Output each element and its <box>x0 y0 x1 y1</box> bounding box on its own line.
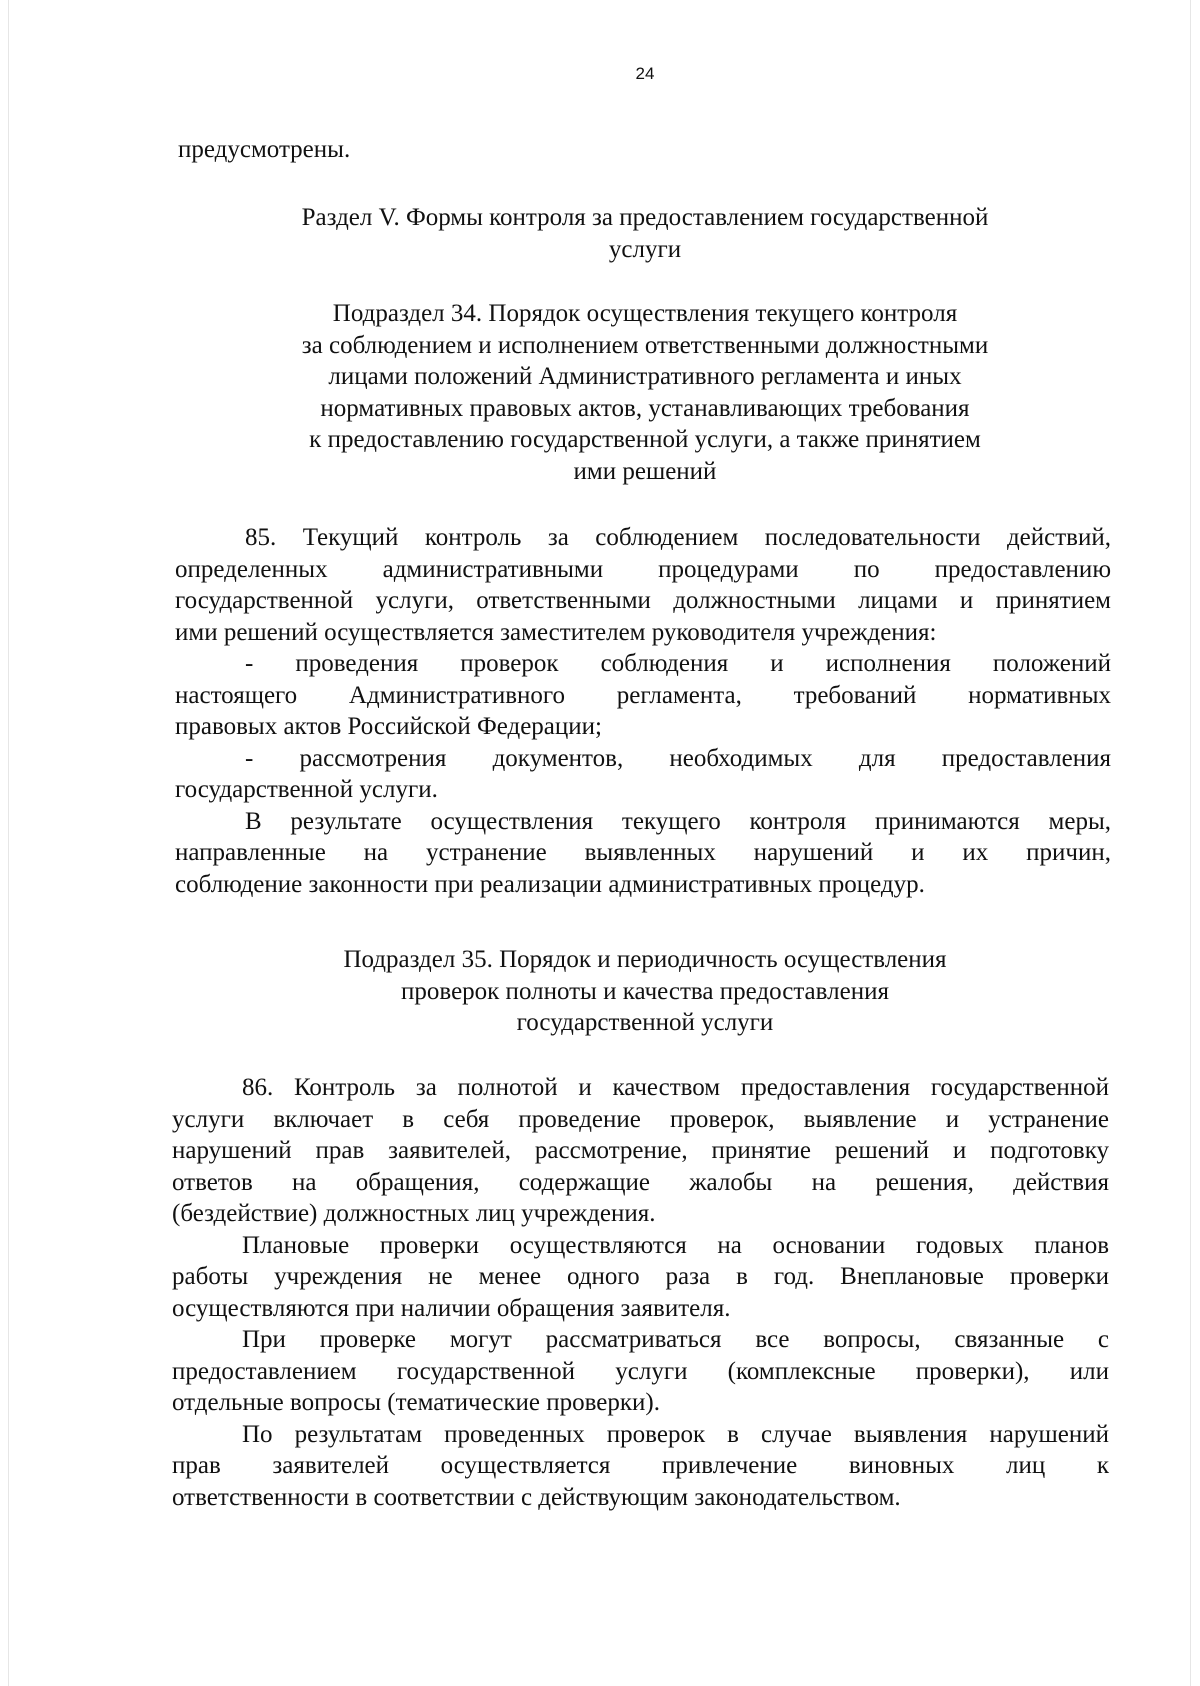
subsection-34-title-line: ими решений <box>573 457 717 485</box>
section-title-line: Раздел V. Формы контроля за предоставлением государственной <box>301 204 989 231</box>
subsection-35-title-line: проверок полноты и качества предоставления <box>401 977 889 1005</box>
paragraph-85 <box>175 522 1111 900</box>
subsection-34-title <box>160 298 1130 487</box>
section-title-line: услуги <box>608 235 682 263</box>
intro-line <box>178 134 350 166</box>
paragraph-results-line: прав заявителей осуществляется привлечение виновных лиц к <box>172 1452 1109 1479</box>
subsection-35-title-line: государственной услуги <box>516 1009 774 1036</box>
paragraph-85-line: 85. Текущий контроль за соблюдением последовательности действий, <box>245 524 1111 551</box>
paragraph-86-line: ответов на обращения, содержащие жалобы на решения, действия <box>172 1168 1109 1196</box>
paragraph-results-line: ответственности в соответствии с действующим законодательством. <box>172 1483 901 1511</box>
paragraph-86-line: (бездействие) должностных лиц учреждения. <box>172 1200 656 1227</box>
paragraph-85-result-line: направленные на устранение выявленных нарушений и их причин, <box>175 839 1111 866</box>
paragraph-planned-line: осуществляются при наличии обращения заявителя. <box>172 1294 731 1322</box>
bullet-1-line: правовых актов Российской Федерации; <box>175 713 602 740</box>
paragraph-questions-line: отдельные вопросы (тематические проверки). <box>172 1389 661 1416</box>
subsection-35-title-line: Подраздел 35. Порядок и периодичность осуществления <box>343 946 947 973</box>
paragraph-planned-line: Плановые проверки осуществляются на основании годовых планов <box>242 1231 1109 1259</box>
bullet-2-line: государственной услуги. <box>175 776 438 803</box>
subsection-34-title-line: нормативных правовых актов, устанавливающих требования <box>320 394 970 422</box>
paragraph-85-result-line: В результате осуществления текущего контроля принимаются меры, <box>245 807 1111 835</box>
page-number: 24 <box>635 64 655 83</box>
subsection-34-title-line: Подраздел 34. Порядок осуществления текущего контроля <box>332 300 958 327</box>
paragraph-86-line: 86. Контроль за полнотой и качеством предоставления государственной <box>242 1074 1109 1101</box>
bullet-2-line: - рассмотрения документов, необходимых для предоставления <box>245 744 1111 772</box>
paragraph-85-line: определенных административными процедурами по предоставлению <box>175 555 1111 583</box>
paragraph-questions-line: При проверке могут рассматриваться все вопросы, связанные с <box>242 1326 1109 1353</box>
subsection-35-title <box>160 944 1130 1039</box>
paragraph-planned-line: работы учреждения не менее одного раза в год. Внеплановые проверки <box>172 1263 1109 1290</box>
intro-text: предусмотрены. <box>178 136 351 163</box>
scan-edge-left <box>8 0 9 1686</box>
bullet-1-line: - проведения проверок соблюдения и исполнения положений <box>245 650 1111 677</box>
paragraph-85-line: ими решений осуществляется заместителем руководителя учреждения: <box>175 618 937 646</box>
paragraph-85-result-line: соблюдение законности при реализации административных процедур. <box>175 870 925 898</box>
scan-edge-right <box>1190 0 1191 1686</box>
paragraph-86-line: услуги включает в себя проведение проверок, выявление и устранение <box>172 1105 1109 1133</box>
subsection-34-title-line: за соблюдением и исполнением ответственными должностными <box>301 331 989 359</box>
paragraph-questions-line: предоставлением государственной услуги (комплексные проверки), или <box>172 1357 1109 1385</box>
subsection-34-title-line: к предоставлению государственной услуги, а также принятием <box>309 426 981 453</box>
paragraph-results-line: По результатам проведенных проверок в случае выявления нарушений <box>242 1420 1109 1448</box>
paragraph-86-line: нарушений прав заявителей, рассмотрение, принятие решений и подготовку <box>172 1137 1109 1164</box>
bullet-1-line: настоящего Административного регламента, требований нормативных <box>175 681 1111 709</box>
paragraph-85-line: государственной услуги, ответственными должностными лицами и принятием <box>175 587 1111 614</box>
subsection-34-title-line: лицами положений Административного регламента и иных <box>328 363 962 390</box>
paragraph-86 <box>172 1072 1109 1513</box>
section-title <box>160 202 1130 265</box>
